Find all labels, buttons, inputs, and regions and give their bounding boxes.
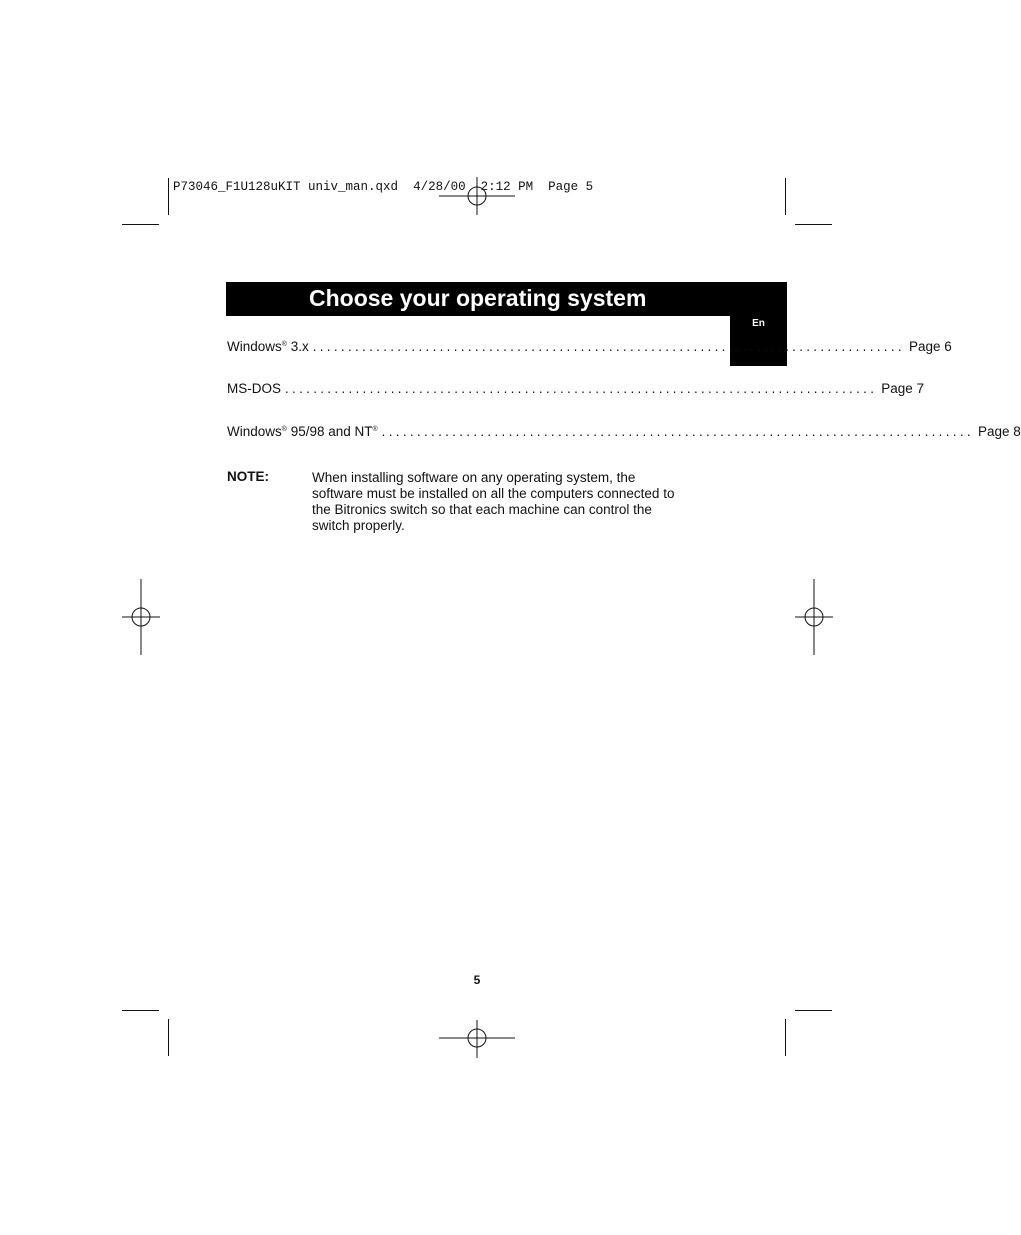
slug-date: 4/28/00 xyxy=(413,180,466,194)
crop-mark-bottom-left-horizontal xyxy=(122,1010,159,1011)
language-tab-label: En xyxy=(752,318,765,329)
toc-entry-label: Windows® 3.x xyxy=(227,339,309,354)
toc-entry-label: Windows® 95/98 and NT® xyxy=(227,424,378,439)
toc-entry-page: Page 8 xyxy=(977,424,1021,439)
registration-mark-bottom-icon xyxy=(438,1019,516,1059)
toc-entry-page: Page 7 xyxy=(881,381,925,396)
toc-entry-ms-dos xyxy=(227,377,925,397)
crop-mark-top-right-horizontal xyxy=(795,224,832,225)
slug-time: 2:12 PM xyxy=(480,180,534,194)
note-line: software must be installed on all the computers connected to xyxy=(312,486,675,501)
section-title-bar xyxy=(226,282,787,316)
note-line: switch properly. xyxy=(312,518,405,533)
toc-leader-dots: .................................................................................... xyxy=(381,424,974,439)
print-slug xyxy=(173,180,593,194)
crop-mark-top-right-vertical xyxy=(785,178,786,215)
note-line: When installing software on any operating system, the xyxy=(312,470,636,485)
note-label: NOTE: xyxy=(227,469,269,484)
slug-page: Page 5 xyxy=(548,180,594,194)
crop-mark-bottom-right-horizontal xyxy=(795,1010,832,1011)
crop-mark-top-left-vertical xyxy=(168,178,169,215)
page-number: 5 xyxy=(473,973,481,987)
registration-mark-top-icon xyxy=(438,175,516,217)
slug-filename: P73046_F1U128uKIT univ_man.qxd xyxy=(173,180,399,194)
toc-entry-windows-95-98-nt xyxy=(227,420,1021,440)
toc-entry-windows-3x xyxy=(227,335,952,355)
page-title: Choose your operating system xyxy=(309,285,647,311)
note-body xyxy=(312,470,712,534)
registration-mark-right-icon xyxy=(794,578,834,656)
toc-entry-page: Page 6 xyxy=(908,339,952,354)
toc-entry-label: MS-DOS xyxy=(227,381,281,396)
crop-mark-top-left-horizontal xyxy=(122,224,159,225)
toc-leader-dots: .................................................................................... xyxy=(312,339,905,354)
note-line: the Bitronics switch so that each machine can control the xyxy=(312,502,652,517)
toc-leader-dots: .................................................................................... xyxy=(285,381,878,396)
registration-mark-left-icon xyxy=(121,578,161,656)
crop-mark-bottom-left-vertical xyxy=(168,1019,169,1056)
crop-mark-bottom-right-vertical xyxy=(785,1019,786,1056)
